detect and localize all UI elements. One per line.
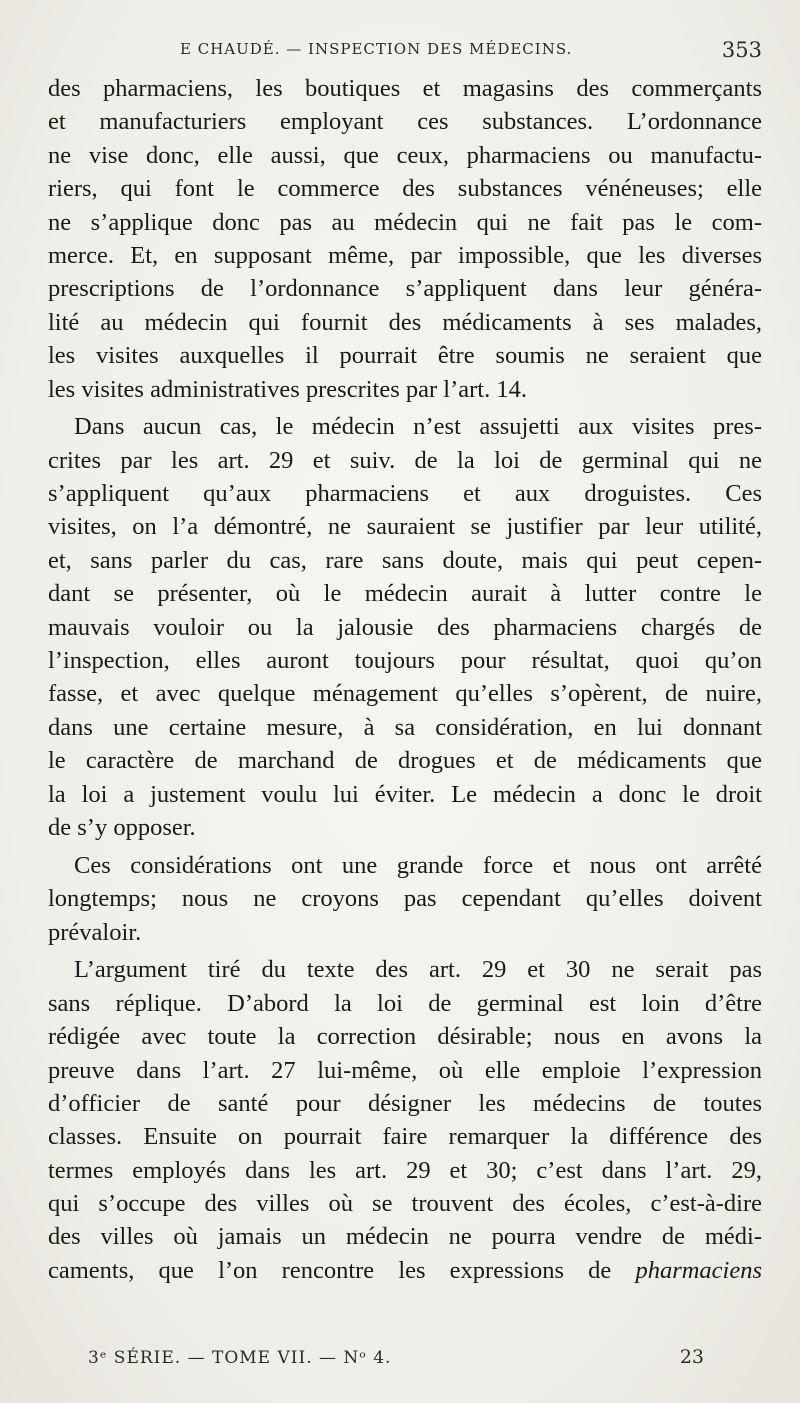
- text-line: sans réplique. D’abord la loi de germinal est loin d’être: [48, 989, 762, 1017]
- text-line: fasse, et avec quelque ménagement qu’elles s’opèrent, de nuire,: [48, 680, 762, 708]
- sheet-number: 23: [679, 1346, 704, 1368]
- body-text: [48, 72, 762, 1292]
- text-line: preuve dans l’art. 27 lui-même, où elle emploie l’expression: [48, 1056, 762, 1084]
- text-line: dant se présenter, où le médecin aurait à lutter contre le: [48, 580, 762, 608]
- text-line: et manufacturiers employant ces substances. L’ordonnance: [48, 108, 762, 136]
- paragraph-2: [48, 410, 762, 844]
- text-line: Dans aucun cas, le médecin n’est assujetti aux visites pres-: [74, 413, 762, 441]
- text-line: prévaloir.: [48, 918, 142, 946]
- paragraph-1: [48, 72, 762, 406]
- text-line: l’inspection, elles auront toujours pour résultat, quoi qu’on: [48, 647, 762, 675]
- text-line: la loi a justement voulu lui éviter. Le médecin a donc le droit: [48, 780, 762, 808]
- running-title: E CHAUDÉ. — INSPECTION DES MÉDECINS.: [180, 40, 573, 58]
- text-line: dans une certaine mesure, à sa considération, en lui donnant: [48, 713, 762, 741]
- text-line: termes employés dans les art. 29 et 30; c’est dans l’art. 29,: [48, 1156, 762, 1184]
- text-line: ne s’applique donc pas au médecin qui ne fait pas le com-: [48, 208, 762, 236]
- text-line: des pharmaciens, les boutiques et magasins des commerçants: [48, 75, 762, 102]
- text-line: classes. Ensuite on pourrait faire remarquer la différence des: [48, 1123, 762, 1151]
- paragraph-3: [48, 849, 762, 949]
- running-head: [0, 36, 800, 66]
- text-line: ne vise donc, elle aussi, que ceux, pharmaciens ou manufactu-: [48, 141, 762, 169]
- text-line: Ces considérations ont une grande force et nous ont arrêté: [74, 851, 762, 879]
- page-number: 353: [721, 38, 762, 62]
- text-line: lité au médecin qui fournit des médicaments à ses malades,: [48, 308, 762, 336]
- text-line-start: caments, que l’on rencontre les expressions de: [48, 1256, 612, 1284]
- text-line: longtemps; nous ne croyons pas cependant qu’elles doivent: [48, 885, 762, 913]
- text-line: L’argument tiré du texte des art. 29 et 30 ne serait pas: [74, 956, 762, 984]
- text-line: d’officier de santé pour désigner les médecins de toutes: [48, 1089, 762, 1117]
- text-line: rédigée avec toute la correction désirable; nous en avons la: [48, 1023, 762, 1051]
- text-line: prescriptions de l’ordonnance s’appliquent dans leur généra-: [48, 275, 762, 303]
- text-line: merce. Et, en supposant même, par impossible, que les diverses: [48, 241, 762, 269]
- text-line: les visites auxquelles il pourrait être soumis ne seraient que: [48, 342, 762, 370]
- text-line: de s’y opposer.: [48, 813, 196, 841]
- text-line: les visites administratives prescrites par l’art. 14.: [48, 375, 527, 403]
- italic-word: pharmaciens: [635, 1256, 763, 1284]
- paragraph-4: [48, 953, 762, 1287]
- text-line: mauvais vouloir ou la jalousie des pharmaciens chargés de: [48, 613, 762, 641]
- text-line: [48, 1254, 762, 1287]
- signature-mark: 3ᵉ SÉRIE. — TOME VII. — Nᵒ 4.: [88, 1348, 392, 1368]
- text-line: crites par les art. 29 et suiv. de la loi de germinal qui ne: [48, 446, 762, 474]
- text-line: riers, qui font le commerce des substances vénéneuses; elle: [48, 175, 762, 203]
- page-footer: [0, 1346, 800, 1376]
- text-line: qui s’occupe des villes où se trouvent des écoles, c’est-à-dire: [48, 1190, 762, 1218]
- text-line: le caractère de marchand de drogues et de médicaments que: [48, 747, 762, 775]
- text-line: et, sans parler du cas, rare sans doute, mais qui peut cepen-: [48, 546, 762, 574]
- text-line: visites, on l’a démontré, ne sauraient se justifier par leur utilité,: [48, 513, 762, 541]
- text-line: des villes où jamais un médecin ne pourra vendre de médi-: [48, 1223, 762, 1251]
- text-line: s’appliquent qu’aux pharmaciens et aux droguistes. Ces: [48, 480, 762, 508]
